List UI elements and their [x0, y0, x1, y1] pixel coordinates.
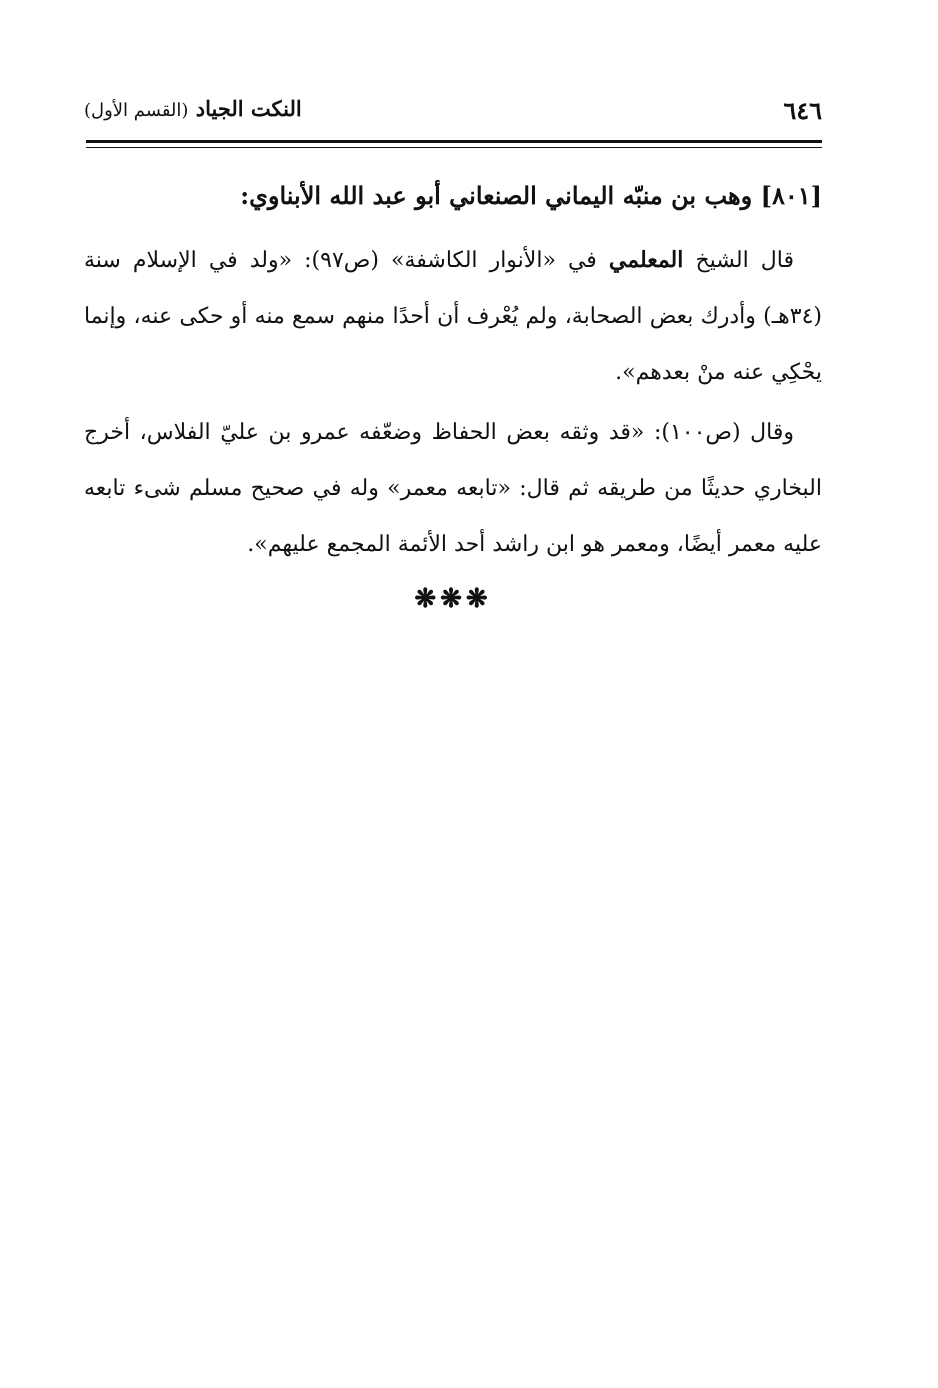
book-title [84, 96, 302, 121]
paragraph-2: وقال (ص١٠٠): «قد وثقه بعض الحفاظ وضعّفه عمرو بن عليّ الفلاس، أخرج البخاري حديثًا من طريقه ثم قال: «تابعه معمر» وله في صحيح مسلم شىء تابعه عليه معمر أيضًا، ومعمر هو ابن راشد أحد الأئمة المجمع عليهم». [84, 420, 822, 557]
main-content [84, 168, 822, 577]
book-part: (القسم الأول) [84, 100, 189, 121]
scholar-name: المعلمي [608, 247, 684, 273]
paragraph-1-before: قال الشيخ [695, 248, 794, 273]
section-separator: ❋❋❋ [414, 584, 492, 614]
header-rule-thick [86, 140, 822, 143]
page-number: ٦٤٦ [783, 96, 822, 125]
book-title-main: النكت الجياد [195, 96, 302, 121]
running-header [84, 92, 822, 132]
paragraph-1-after: في «الأنوار الكاشفة» (ص٩٧): «ولد في الإسلام سنة (٣٤هـ) وأدرك بعض الصحابة، ولم يُعْرف أن أحدًا منهم سمع منه أو حكى عنه، وإنما يحْكِي عنه منْ بعدهم». [84, 248, 822, 385]
paragraph-1 [84, 232, 822, 401]
entry-heading: [٨٠١] وهب بن منبّه اليماني الصنعاني أبو عبد الله الأبناوي: [240, 181, 822, 210]
header-rule-thin [86, 147, 822, 148]
